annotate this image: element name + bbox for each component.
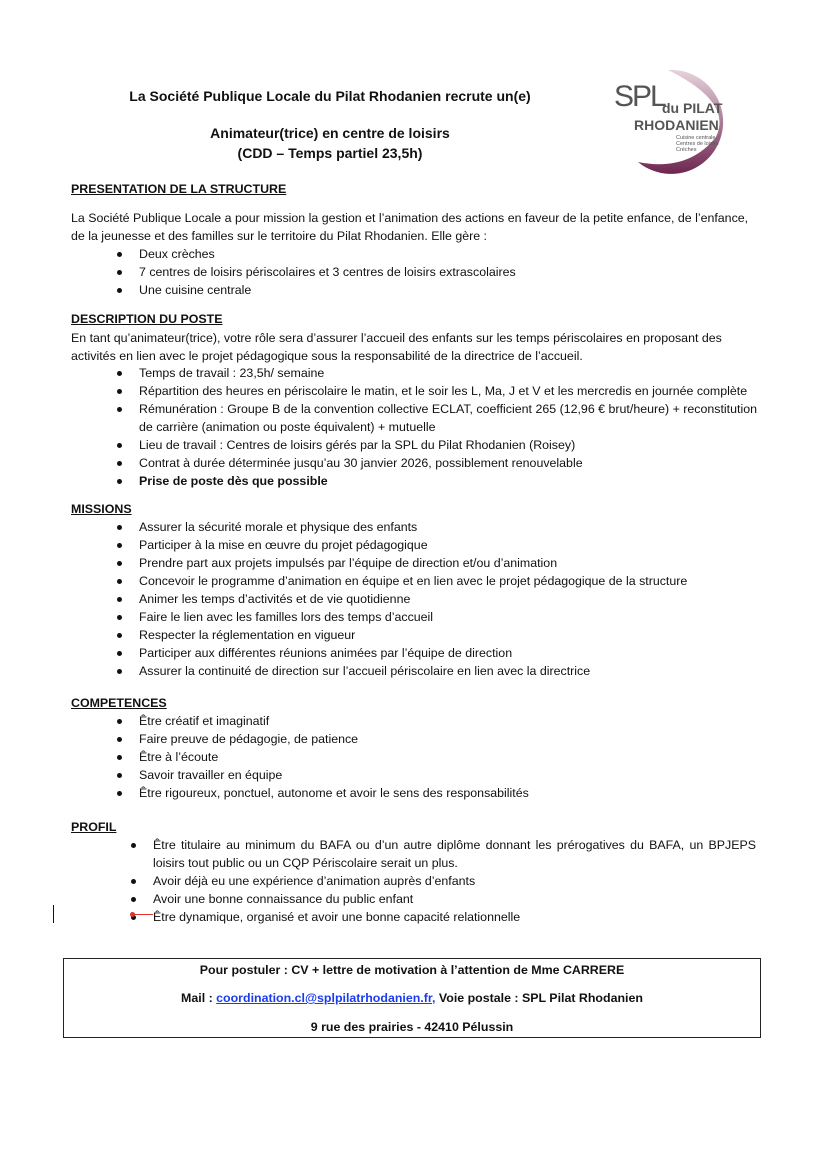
revision-dot-icon — [130, 912, 135, 917]
list-item: Animer les temps d’activités et de vie quotidienne — [117, 590, 757, 608]
list-item: Avoir une bonne connaissance du public enfant — [131, 890, 756, 908]
contract-type: (CDD – Temps partiel 23,5h) — [237, 145, 423, 161]
section-heading-missions: MISSIONS — [71, 502, 132, 516]
list-item: Être créatif et imaginatif — [117, 712, 757, 730]
list-item: Temps de travail : 23,5h/ semaine — [117, 364, 757, 382]
list-item: Savoir travailler en équipe — [117, 766, 757, 784]
list-item: Faire preuve de pédagogie, de patience — [117, 730, 757, 748]
presentation-list — [117, 245, 757, 299]
list-item: Être à l’écoute — [117, 748, 757, 766]
list-item: Être dynamique, organisé et avoir une bonne capacité relationnelle — [131, 908, 756, 926]
list-item: Répartition des heures en périscolaire le matin, et le soir les L, Ma, J et V et les mercredis en journée complète — [117, 382, 757, 400]
list-item: Avoir déjà eu une expérience d’animation auprès d’enfants — [131, 872, 756, 890]
section-heading-description: DESCRIPTION DU POSTE — [71, 312, 223, 326]
logo-sub-line: Crèches — [676, 147, 697, 153]
list-item: Une cuisine centrale — [117, 281, 757, 299]
apply-contact — [64, 991, 760, 1005]
list-item: Assurer la continuité de direction sur l’accueil périscolaire en lien avec la directrice — [117, 662, 757, 680]
list-item: Contrat à durée déterminée jusqu’au 30 janvier 2026, possiblement renouvelable — [117, 454, 757, 472]
description-list — [117, 364, 757, 490]
list-item: Deux crèches — [117, 245, 757, 263]
list-item: Lieu de travail : Centres de loisirs gérés par la SPL du Pilat Rhodanien (Roisey) — [117, 436, 757, 454]
email-link[interactable]: coordination.cl@splpilatrhodanien.fr, — [216, 991, 436, 1005]
logo-subtitle — [676, 135, 719, 153]
postal-address: 9 rue des prairies - 42410 Pélussin — [310, 1020, 514, 1034]
section-heading-profil: PROFIL — [71, 820, 117, 834]
list-item: Participer à la mise en œuvre du projet pédagogique — [117, 536, 757, 554]
presentation-text: La Société Publique Locale a pour mission la gestion et l’animation des actions en faveur de la petite enfance, de l’enfance, de la jeunesse et des familles sur le territoire du Pilat Rhodanien. Elle gère : — [71, 211, 749, 243]
spl-logo — [608, 62, 748, 177]
logo-sub-line: Cuisine centrale — [676, 135, 716, 141]
logo-sub-line: Centres de loisirs — [676, 141, 719, 147]
list-item: Faire le lien avec les familles lors des temps d’accueil — [117, 608, 757, 626]
description-text: En tant qu’animateur(trice), votre rôle sera d’assurer l’accueil des enfants sur les temps périscolaires en proposant des activités en lien avec le projet pédagogique sous la responsabilité de la directrice de l’accueil. — [71, 331, 722, 363]
section-heading-presentation: PRESENTATION DE LA STRUCTURE — [71, 182, 287, 196]
logo-name2: RHODANIEN — [634, 117, 719, 133]
list-item: Concevoir le programme d’animation en équipe et en lien avec le projet pédagogique de la structure — [117, 572, 757, 590]
list-item: Prise de poste dès que possible — [117, 472, 757, 490]
list-item: Respecter la réglementation en vigueur — [117, 626, 757, 644]
list-item: Être titulaire au minimum du BAFA ou d’un autre diplôme donnant les prérogatives du BAFA, un BPJEPS loisirs tout public ou un CQP Périscolaire serait un plus. — [131, 836, 756, 872]
competences-list — [117, 712, 757, 802]
list-item: Rémunération : Groupe B de la convention collective ECLAT, coefficient 265 (12,96 € brut/heure) + reconstitution de carrière (animation ou poste équivalent) + mutuelle — [117, 400, 757, 436]
list-item: 7 centres de loisirs périscolaires et 3 centres de loisirs extrascolaires — [117, 263, 757, 281]
missions-list — [117, 518, 757, 680]
mail-label: Mail : — [181, 991, 217, 1005]
logo-spl: SPL — [614, 80, 665, 113]
apply-instructions: Pour postuler : CV + lettre de motivation à l’attention de Mme CARRERE — [199, 963, 625, 977]
list-item: Assurer la sécurité morale et physique des enfants — [117, 518, 757, 536]
postal-label: Voie postale : SPL Pilat Rhodanien — [435, 991, 643, 1005]
list-item: Participer aux différentes réunions animées par l’équipe de direction — [117, 644, 757, 662]
list-item: Prendre part aux projets impulsés par l’équipe de direction et/ou d’animation — [117, 554, 757, 572]
header-line1: La Société Publique Locale du Pilat Rhodanien recrute un(e) — [129, 88, 531, 104]
text-cursor — [53, 905, 54, 923]
logo-name1: du PILAT — [662, 100, 723, 116]
profil-list — [131, 836, 756, 926]
job-title: Animateur(trice) en centre de loisirs — [210, 125, 450, 141]
application-box — [63, 958, 761, 1038]
section-heading-competences: COMPETENCES — [71, 696, 167, 710]
list-item: Être rigoureux, ponctuel, autonome et avoir le sens des responsabilités — [117, 784, 757, 802]
